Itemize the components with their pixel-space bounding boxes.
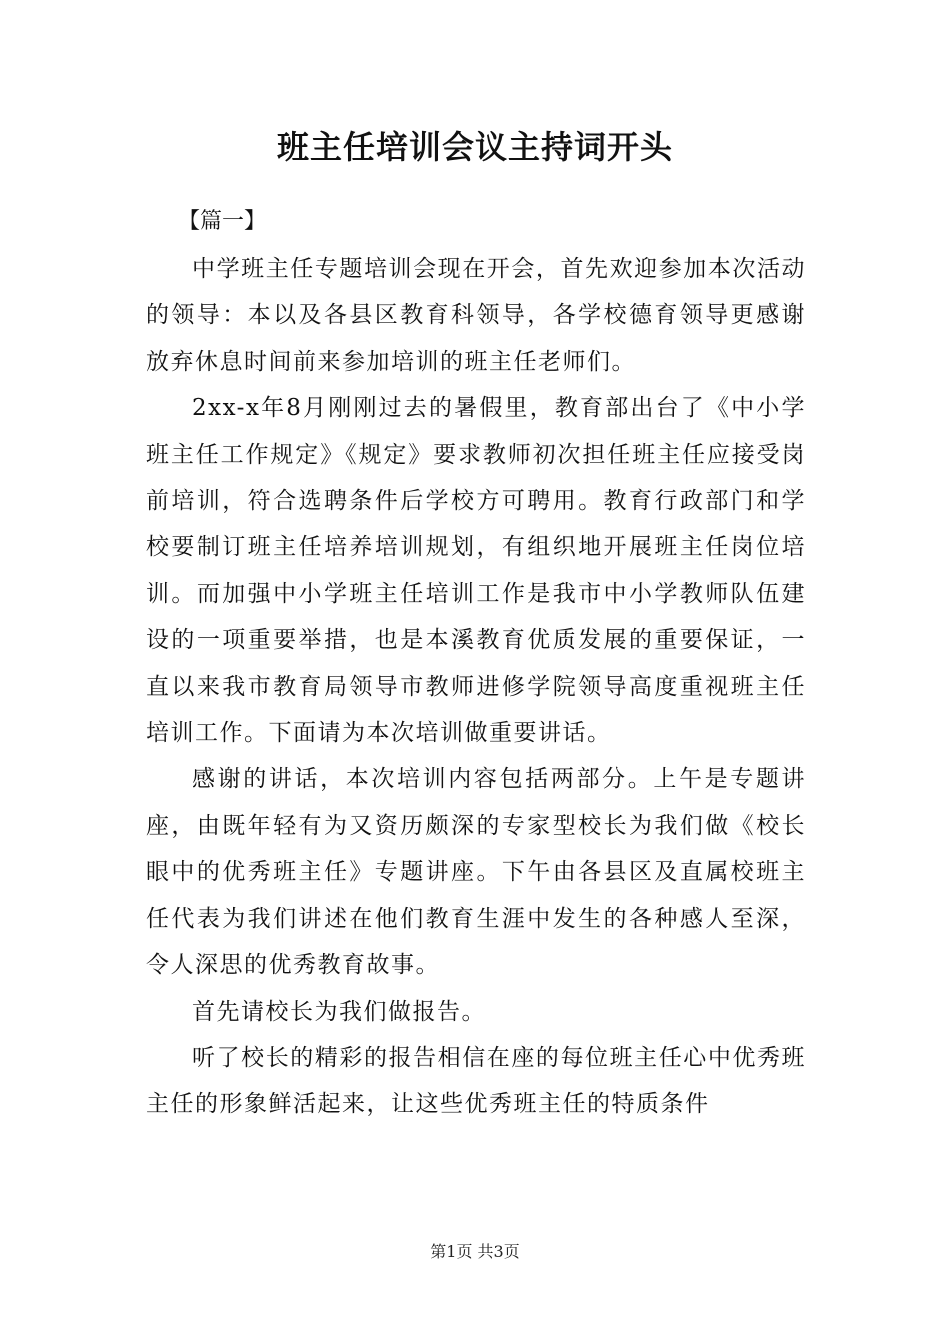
section-label: 【篇一】 xyxy=(178,209,267,234)
paragraph-3: 感谢的讲话，本次培训内容包括两部分。上午是专题讲座，由既年轻有为又资历颇深的专家型校长为我们做《校长眼中的优秀班主任》专题讲座。下午由各县区及直属校班主任代表为我们讲述在他们教育生涯中发生的各种感人至深，令人深思的优秀教育故事。 xyxy=(146,766,806,979)
paragraph-5: 听了校长的精彩的报告相信在座的每位班主任心中优秀班主任的形象鲜活起来，让这些优秀班主任的特质条件 xyxy=(146,1044,806,1118)
paragraph-2: 2xx-x年8月刚刚过去的暑假里，教育部出台了《中小学班主任工作规定》《规定》要求教师初次担任班主任应接受岗前培训，符合选聘条件后学校方可聘用。教育行政部门和学校要制订班主任培养培训规划，有组织地开展班主任岗位培训。而加强中小学班主任培训工作是我市中小学教师队伍建设的一项重要举措，也是本溪教育优质发展的重要保证，一直以来我市教育局领导市教师进修学院领导高度重视班主任培训工作。下面请为本次培训做重要讲话。 xyxy=(146,395,806,747)
document-title: 班主任培训会议主持词开头 xyxy=(276,128,673,166)
page-footer: 第1页 共3页 xyxy=(430,1242,520,1261)
document-body xyxy=(146,198,806,1128)
paragraph-1: 中学班主任专题培训会现在开会，首先欢迎参加本次活动的领导：本以及各县区教育科领导，各学校德育领导更感谢放弃休息时间前来参加培训的班主任老师们。 xyxy=(146,256,806,375)
paragraph-4: 首先请校长为我们做报告。 xyxy=(192,998,486,1025)
